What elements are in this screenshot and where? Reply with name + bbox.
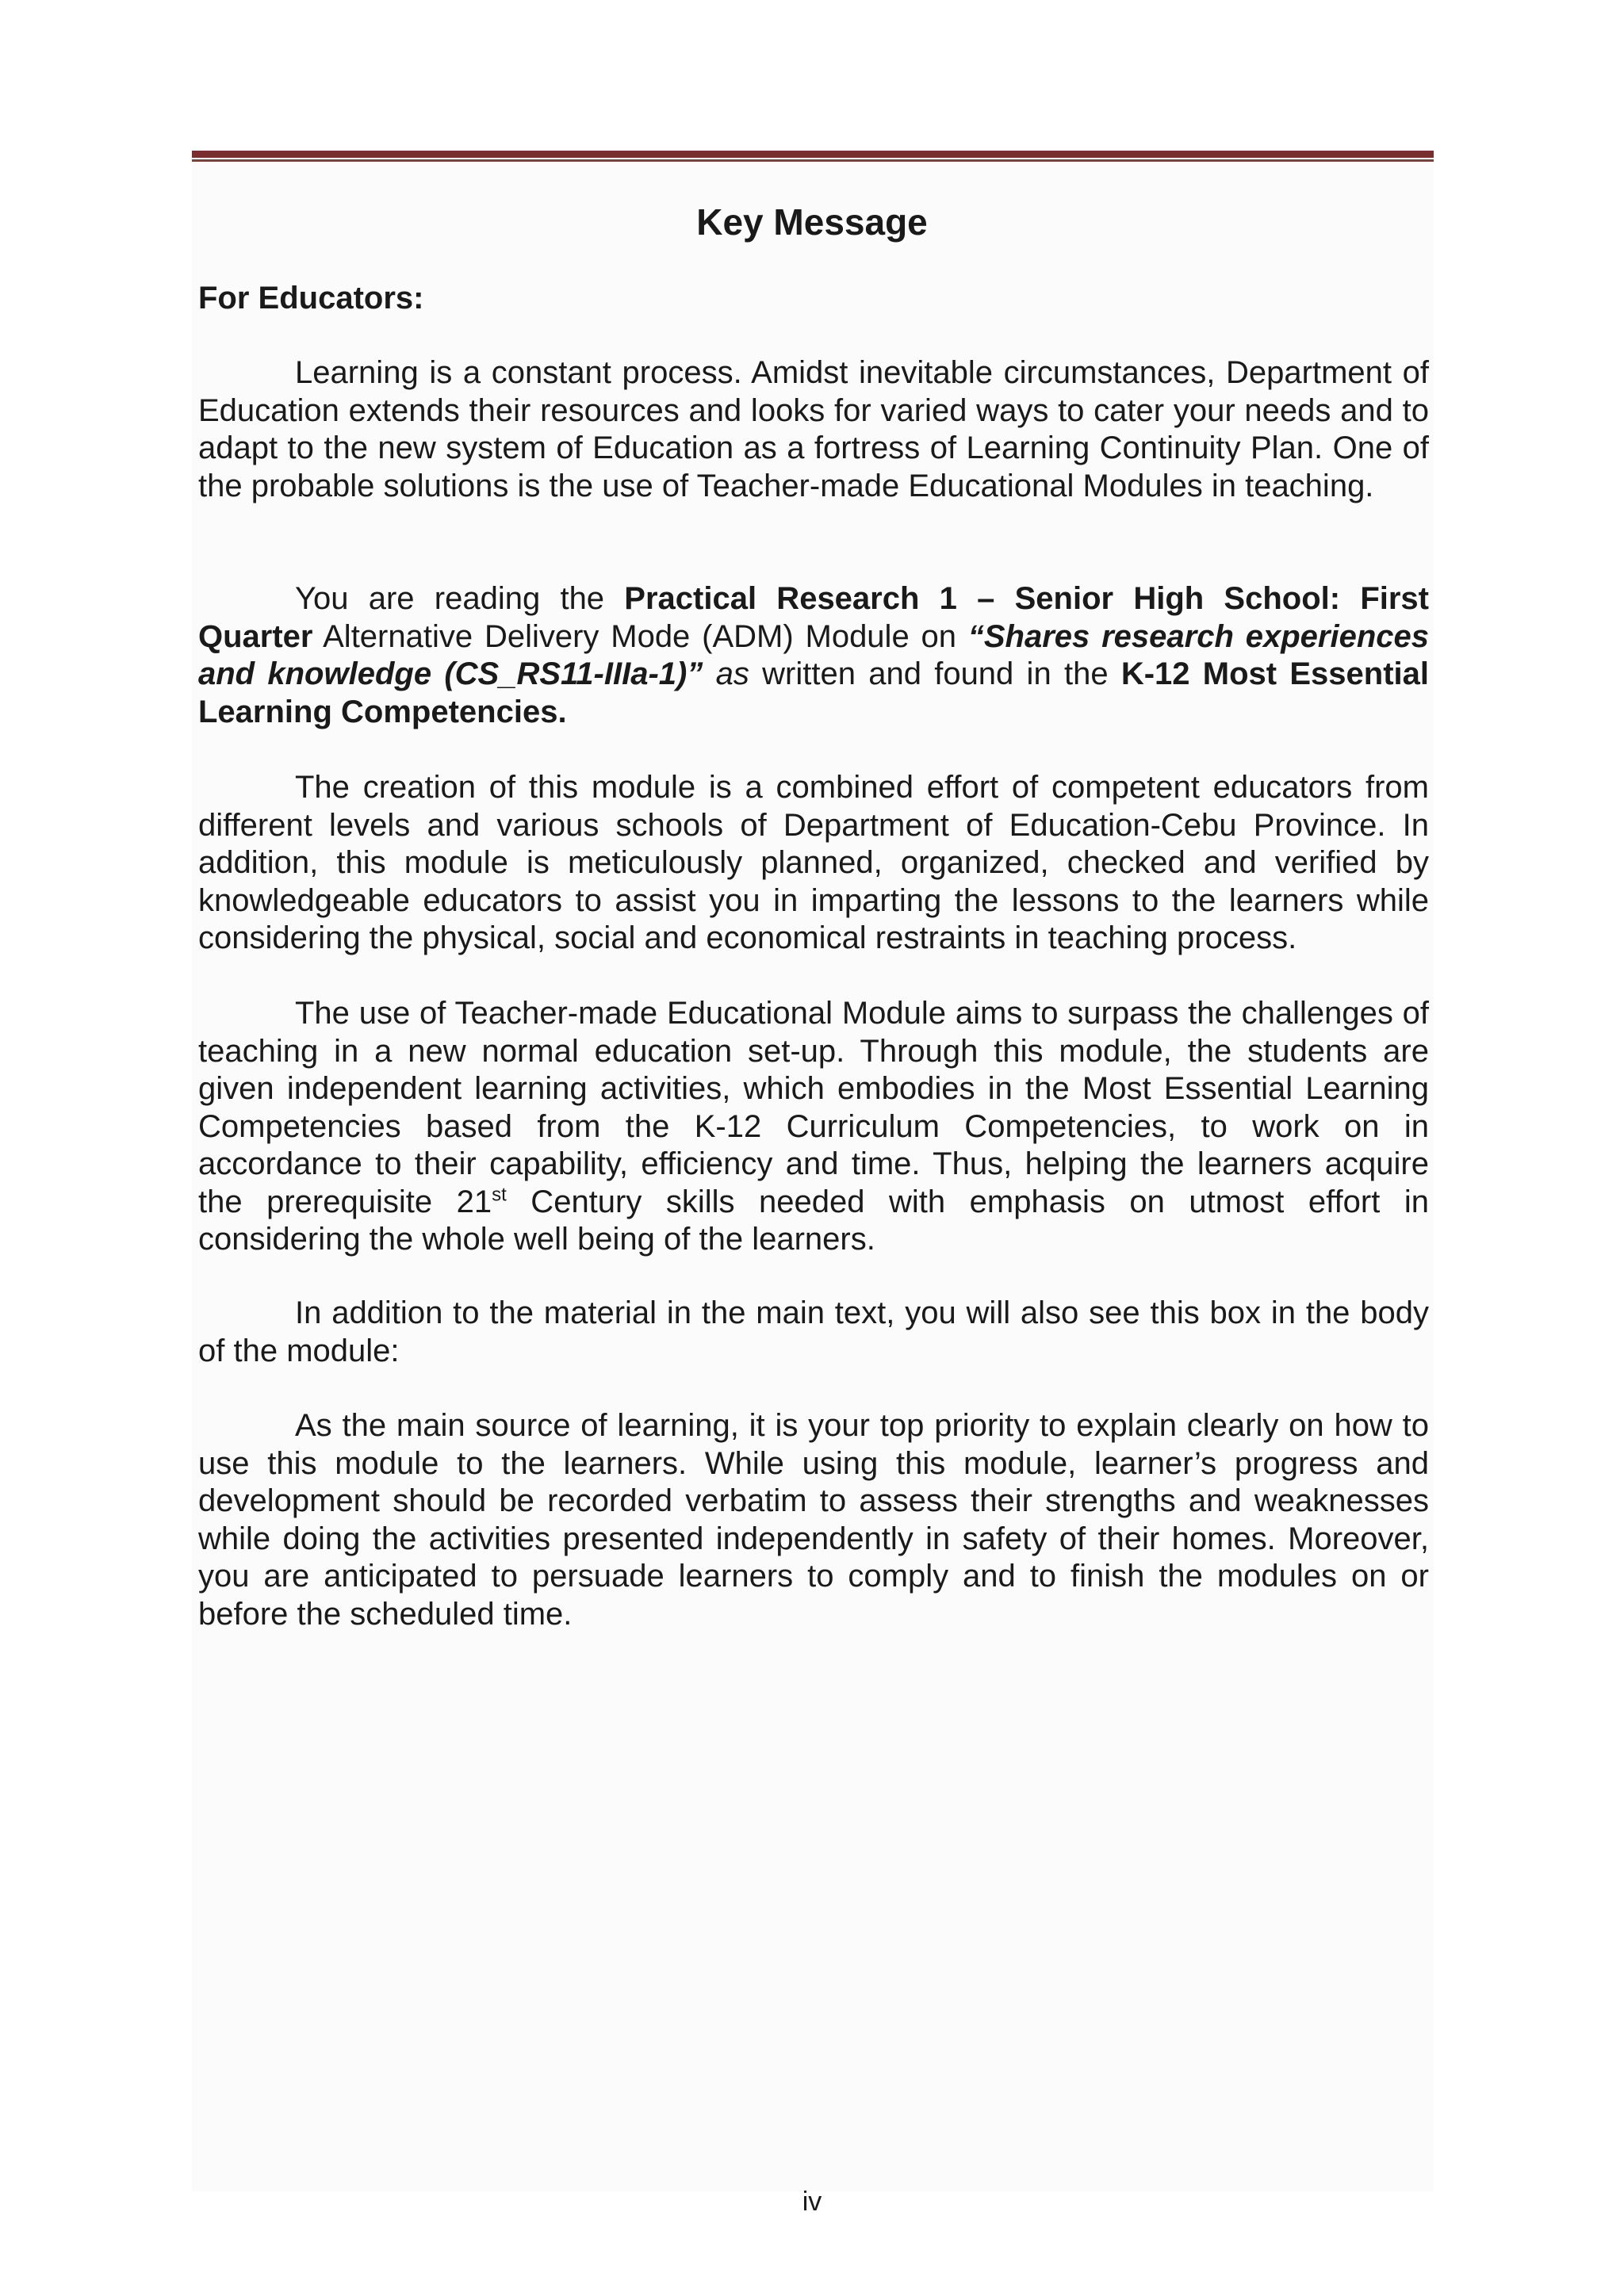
paragraph-module-creation: The creation of this module is a combined effort of competent educators from different levels and various schools of Department of Education-Cebu Province. In addition, this module is meticulously planned, organized, checked and verified by knowledgeable educators to assist you in imparting the lessons to the learners while considering the physical, social and economical restraints in teaching process. <box>198 770 1429 955</box>
p2-text-3: written and found in the <box>749 656 1121 691</box>
paragraph-teacher-priority: As the main source of learning, it is your top priority to explain clearly on how to use this module to the learners. While using this module, learner’s progress and development should be recorded verbatim to assess their strengths and weaknesses while doing the activities presented independently in safety of their homes. Moreover, you are anticipated to persuade learners to comply and to finish the modules on or before the scheduled time. <box>198 1408 1429 1632</box>
p2-text-2: Alternative Delivery Mode (ADM) Module on <box>312 618 968 654</box>
paragraph-learning-process: Learning is a constant process. Amidst inevitable circumstances, Department of Education extends their resources and looks for varied ways to cater your needs and to adapt to the new system of Education as a fortress of Learning Continuity Plan. One of the probable solutions is the use of Teacher-made Educational Modules in teaching. <box>198 355 1429 503</box>
p4-superscript: st <box>492 1184 507 1206</box>
p2-text-1: You are reading the <box>295 581 625 616</box>
top-border-thick-line <box>192 151 1434 158</box>
p2-italic-as: as <box>703 656 749 691</box>
course-title: Practical Research 1 – Senior High School: First Quarter <box>198 581 1430 654</box>
module-topic: “Shares research experiences and knowledge (CS_RS11-IIIa-1)” <box>198 618 1429 691</box>
melc-reference: K-12 Most Essential Learning Competencies. <box>198 656 1430 729</box>
paragraph-module-aims <box>198 995 1429 1259</box>
paragraph-module-description <box>198 580 1429 731</box>
paragraph-box-note: In addition to the material in the main text, you will also see this box in the body of the module: <box>198 1295 1429 1368</box>
section-heading-for-educators: For Educators: <box>198 281 424 316</box>
top-border-rule <box>192 151 1434 162</box>
p4-text-1: The use of Teacher-made Educational Module aims to surpass the challenges of teaching in a new normal education set-up. Through this module, the students are given independent learning activities, which embodies in the Most Essential Learning Competencies based from the K-12 Curriculum Competencies, to work on in accordance to their capability, efficiency and time. Thus, helping the learners acquire the prerequisite 21 <box>198 996 1429 1219</box>
page-number: iv <box>802 2187 822 2217</box>
page-title: Key Message <box>696 201 928 243</box>
p4-text-2: Century skills needed with emphasis on utmost effort in considering the whole well being of the learners. <box>198 1184 1429 1257</box>
